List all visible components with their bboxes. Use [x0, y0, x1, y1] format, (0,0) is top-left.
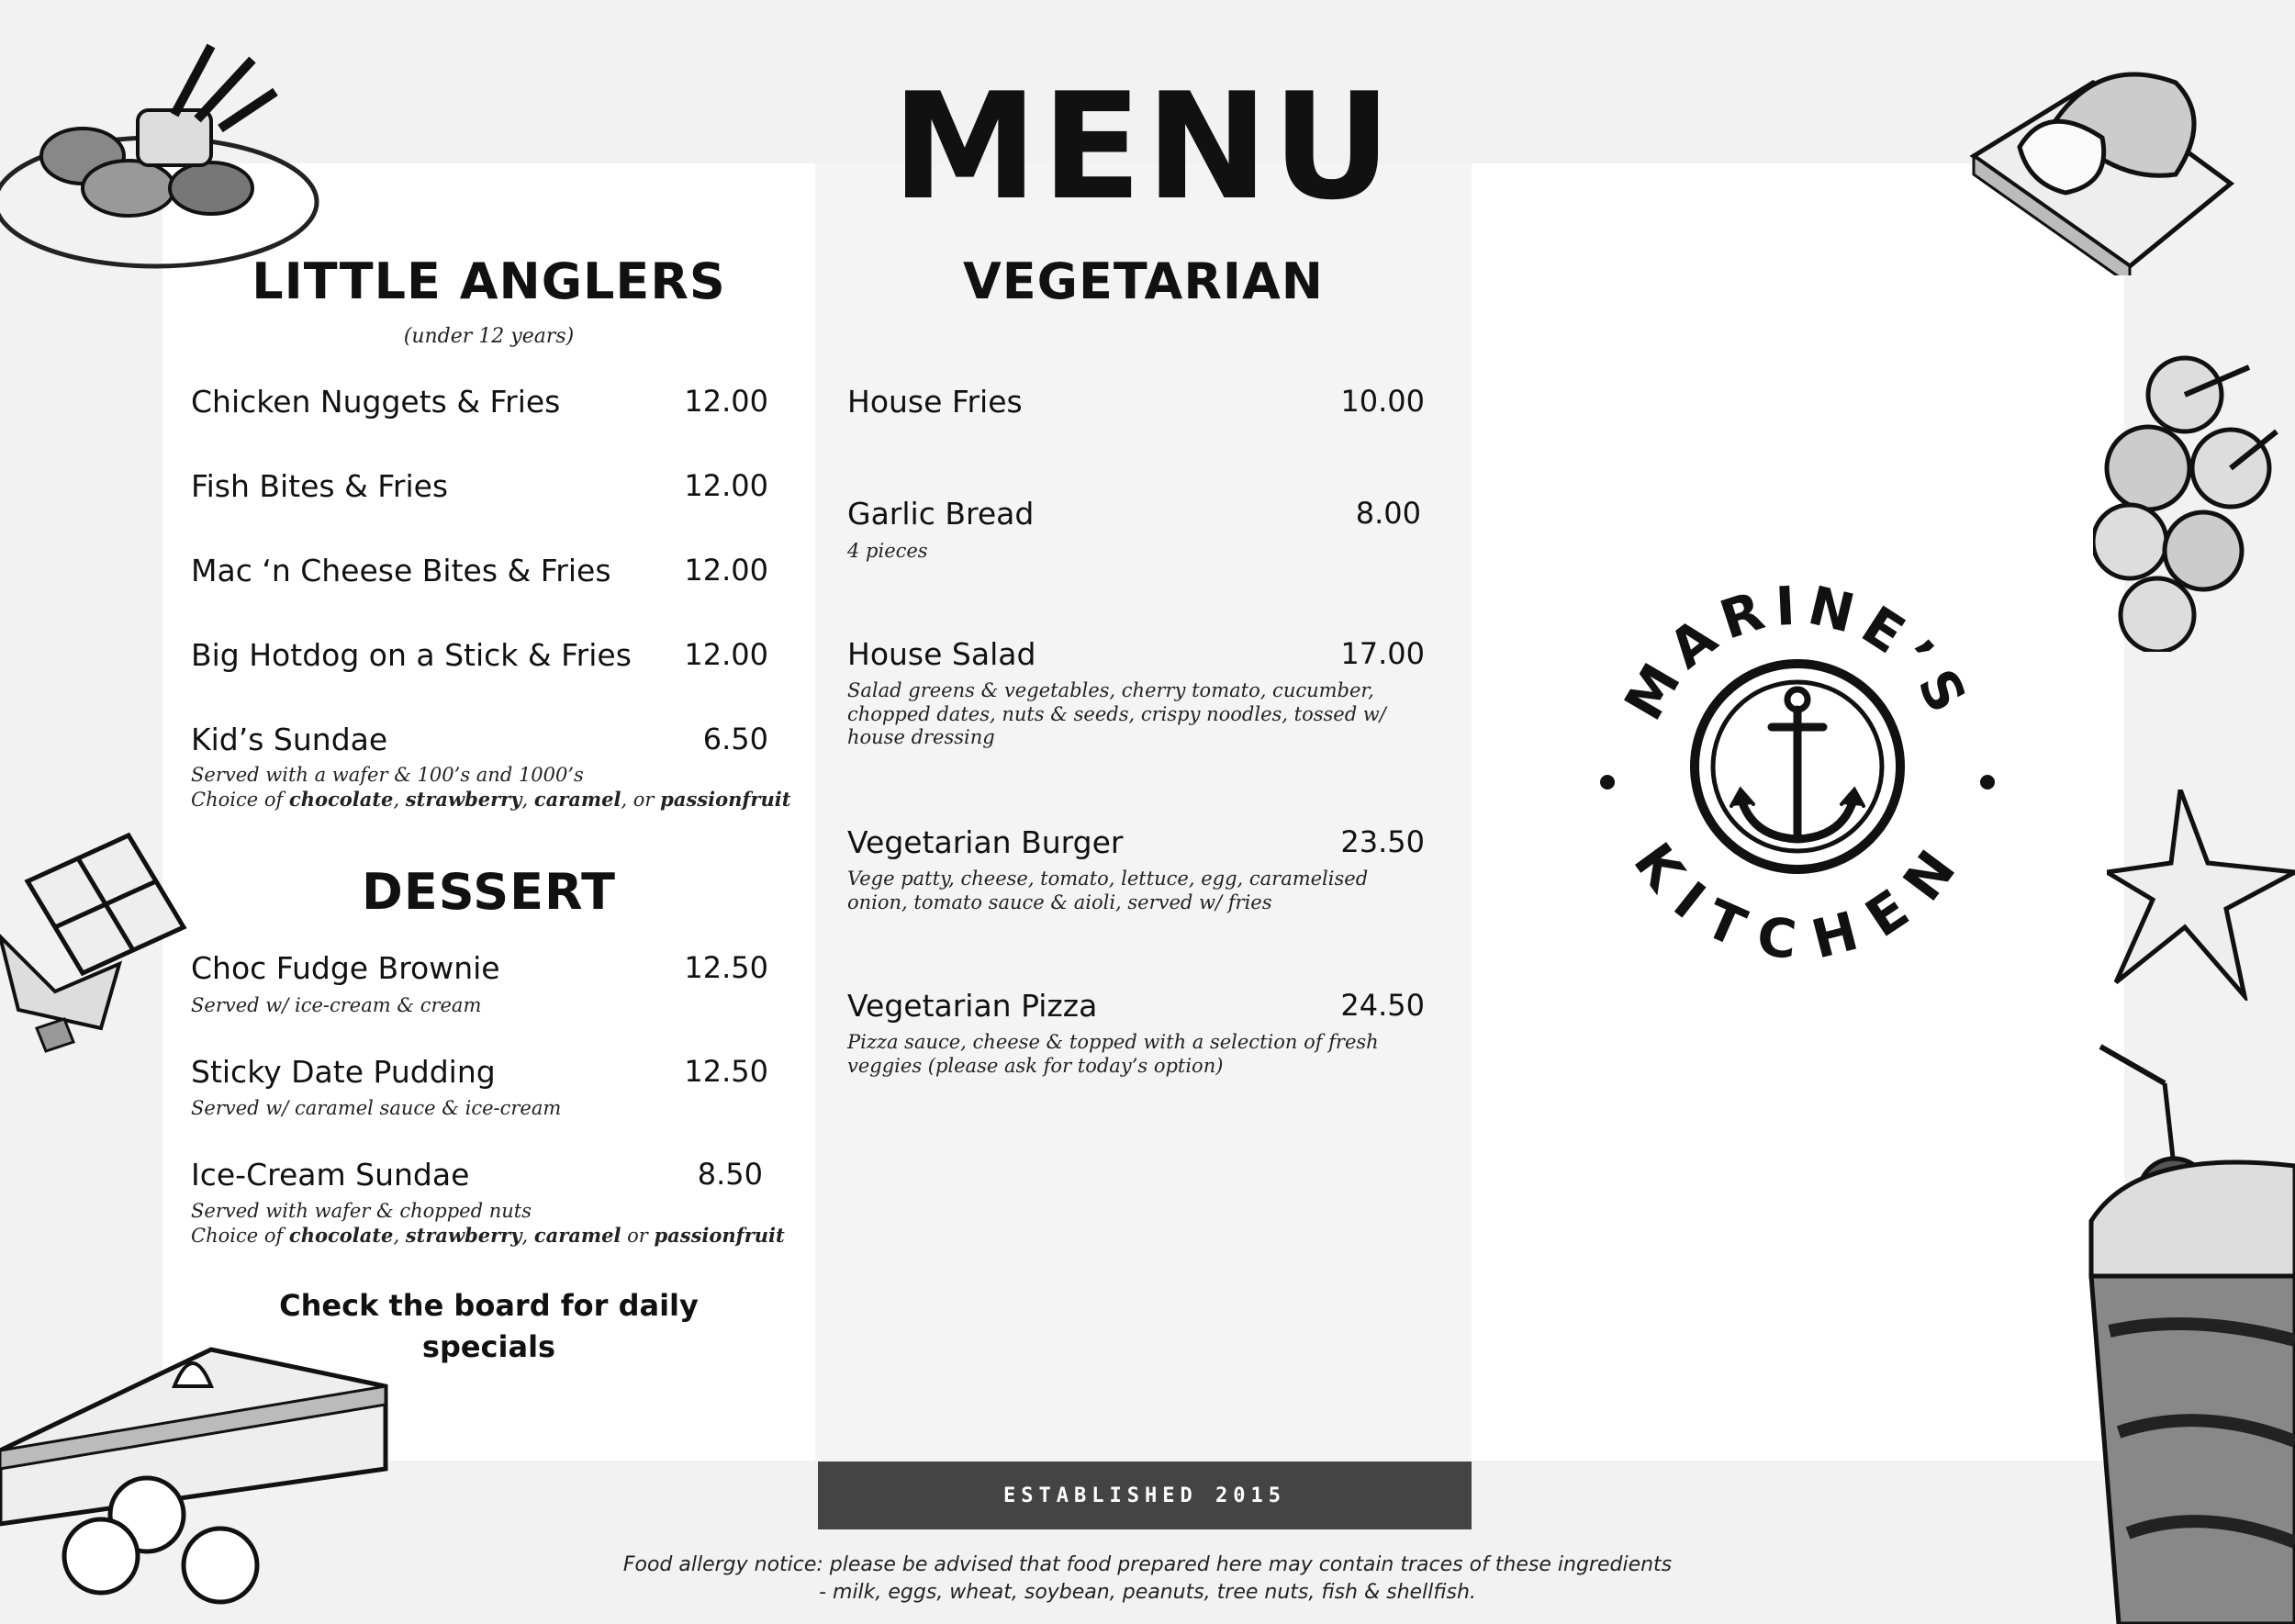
choice-prefix: Choice of: [191, 788, 289, 811]
established-banner: ESTABLISHED 2015: [818, 1462, 1472, 1529]
choice-separator: ,: [521, 1224, 534, 1247]
choice-option: chocolate: [288, 787, 394, 811]
item-name: Choc Fudge Brownie: [191, 950, 500, 986]
dessert-title: DESSERT: [362, 863, 616, 921]
choice-separator: ,: [393, 788, 406, 811]
choice-option: caramel: [533, 787, 621, 811]
item-name: House Salad: [847, 636, 1036, 672]
item-description: Served w/ ice-cream & cream: [191, 994, 482, 1016]
vegetarian-title: VEGETARIAN: [963, 252, 1324, 310]
milkshake-sketch: [2082, 1037, 2295, 1624]
logo-dot-right: [1980, 775, 1995, 790]
item-description-line: onion, tomato sauce & aioli, served w/ fries: [847, 890, 1272, 913]
item-price: 12.00: [684, 468, 768, 503]
bread-board-sketch: [1965, 46, 2240, 275]
menu-title: MENU: [891, 61, 1395, 232]
allergy-notice: [551, 1551, 1744, 1606]
logo-dot-left: [1600, 775, 1615, 790]
item-name: Vegetarian Burger: [847, 824, 1124, 860]
item-description-line: Salad greens & vegetables, cherry tomato, cucumber,: [847, 679, 1374, 701]
item-price: 12.50: [684, 950, 768, 985]
item-description-line: Pizza sauce, cheese & topped with a selection of fresh: [847, 1031, 1379, 1053]
logo-top-textpath: MARINE’S: [1612, 574, 1983, 731]
item-name: Chicken Nuggets & Fries: [191, 384, 561, 420]
item-description: [191, 764, 790, 812]
left-panel: [162, 163, 815, 1461]
item-price: 10.00: [1340, 384, 1425, 419]
item-description-line: house dressing: [847, 726, 995, 749]
item-description-line: veggies (please ask for today’s option): [847, 1054, 1224, 1077]
choice-separator: or: [621, 1224, 655, 1247]
item-price: 12.50: [684, 1054, 768, 1089]
chocolate-sketch: [0, 817, 193, 1056]
item-description-line: [191, 1224, 785, 1249]
item-description: [191, 1200, 785, 1248]
pie-sketch: [0, 1331, 395, 1624]
choice-option: strawberry: [405, 1223, 522, 1247]
choice-prefix: Choice of: [191, 1224, 289, 1247]
item-price: 12.00: [684, 637, 768, 672]
item-description: 4 pieces: [847, 540, 928, 562]
item-name: Fish Bites & Fries: [191, 468, 449, 504]
item-description: Served w/ caramel sauce & ice-cream: [191, 1097, 562, 1119]
tomatoes-sketch: [2093, 340, 2295, 652]
item-name: Ice-Cream Sundae: [191, 1157, 470, 1193]
middle-panel: [815, 163, 1472, 1461]
item-price: 12.00: [684, 553, 768, 588]
item-name: Vegetarian Pizza: [847, 988, 1098, 1024]
item-price: 24.50: [1340, 988, 1425, 1023]
item-price: 12.00: [684, 384, 768, 419]
allergy-line: Food allergy notice: please be advised that food prepared here may contain traces of these ingredients: [622, 1553, 1673, 1576]
marines-kitchen-logo: [1595, 569, 1999, 973]
item-name: Kid’s Sundae: [191, 722, 388, 757]
item-name: Mac ‘n Cheese Bites & Fries: [191, 553, 611, 588]
choice-option: caramel: [533, 1223, 621, 1247]
item-name: House Fries: [847, 384, 1023, 420]
logo-bottom-textpath: KITCHEN: [1621, 831, 1974, 972]
item-price: 17.00: [1340, 636, 1425, 671]
item-price: 6.50: [702, 722, 768, 756]
little-anglers-subtitle: (under 12 years): [403, 325, 575, 348]
item-description: [847, 679, 1386, 750]
item-price: 8.00: [1355, 496, 1421, 531]
chicken-wings-sketch: [0, 18, 330, 285]
anchor-icon: [1731, 689, 1864, 839]
choice-option: chocolate: [288, 1223, 394, 1247]
choice-option: strawberry: [405, 787, 522, 811]
choice-option: passionfruit: [660, 787, 791, 811]
item-description-line: [191, 788, 790, 812]
specials-line: Check the board for daily: [279, 1288, 699, 1323]
allergy-line: - milk, eggs, wheat, soybean, peanuts, tree nuts, fish & shellfish.: [819, 1580, 1476, 1604]
item-description-line: Served with wafer & chopped nuts: [191, 1200, 532, 1222]
item-description: [847, 868, 1368, 914]
item-name: Sticky Date Pudding: [191, 1054, 496, 1090]
starfish-sketch: [2107, 790, 2295, 1001]
item-description: [847, 1031, 1379, 1078]
item-description-line: chopped dates, nuts & seeds, crispy noodles, tossed w/: [847, 702, 1386, 725]
item-name: Garlic Bread: [847, 496, 1035, 532]
choice-separator: , or: [621, 788, 661, 811]
item-price: 23.50: [1340, 824, 1425, 859]
item-name: Big Hotdog on a Stick & Fries: [191, 637, 632, 673]
item-price: 8.50: [697, 1157, 763, 1192]
choice-separator: ,: [521, 788, 534, 811]
little-anglers-title: LITTLE ANGLERS: [252, 252, 726, 310]
item-description-line: Served with a wafer & 100’s and 1000’s: [191, 764, 584, 786]
specials-line: specials: [421, 1328, 556, 1364]
item-description-line: Vege patty, cheese, tomato, lettuce, egg, caramelised: [847, 868, 1369, 890]
choice-separator: ,: [393, 1224, 406, 1247]
choice-option: passionfruit: [654, 1223, 785, 1247]
